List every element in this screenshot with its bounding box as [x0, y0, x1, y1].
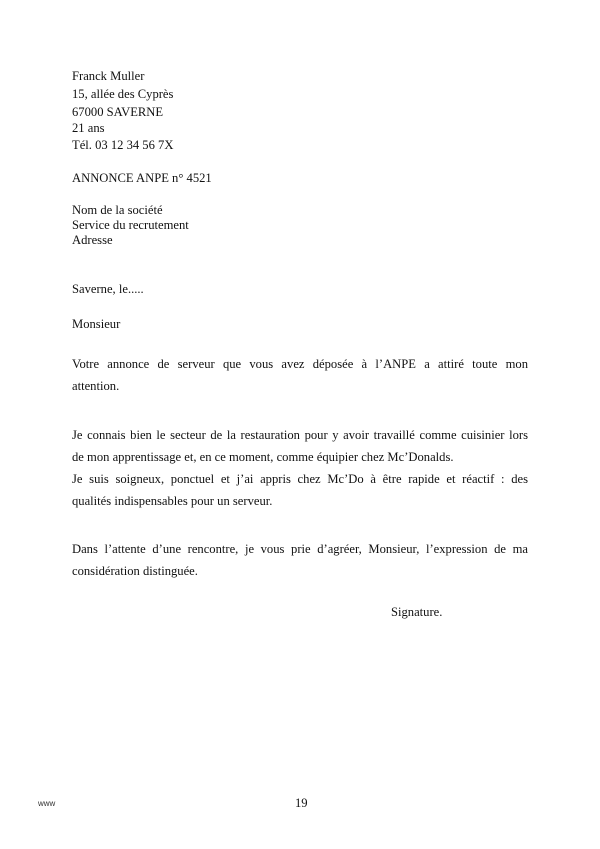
signature-placeholder: Signature.: [391, 605, 443, 619]
footer-mark: www: [38, 799, 56, 808]
paragraph-line: attention.: [72, 379, 120, 393]
paragraph-line: Je suis soigneux, ponctuel et j’ai appris chez Mc’Do à être rapide et réactif : des: [72, 472, 528, 486]
paragraph-3: [72, 538, 528, 582]
job-ad-reference: ANNONCE ANPE n° 4521: [72, 171, 212, 185]
recipient-address: Adresse: [72, 233, 113, 247]
paragraph-line: de mon apprentissage et, en ce moment, comme équipier chez Mc’Donalds.: [72, 450, 454, 464]
paragraph-line: Je connais bien le secteur de la restauration pour y avoir travaillé comme cuisinier lors: [72, 428, 528, 442]
paragraph-line: considération distinguée.: [72, 564, 198, 578]
recipient-department: Service du recrutement: [72, 218, 189, 232]
page-number: 19: [295, 796, 308, 810]
paragraph-line: Votre annonce de serveur que vous avez déposée à l’ANPE a attiré toute mon: [72, 357, 528, 371]
place-date: Saverne, le.....: [72, 282, 144, 296]
sender-phone: Tél. 03 12 34 56 7X: [72, 138, 174, 152]
sender-city: 67000 SAVERNE: [72, 105, 164, 119]
salutation: Monsieur: [72, 317, 121, 331]
paragraph-line: Dans l’attente d’une rencontre, je vous prie d’agréer, Monsieur, l’expression de ma: [72, 542, 528, 556]
sender-name: Franck Muller: [72, 69, 145, 83]
sender-age: 21 ans: [72, 121, 105, 135]
paragraph-2: [72, 424, 528, 512]
paragraph-1: [72, 353, 528, 397]
paragraph-line: qualités indispensables pour un serveur.: [72, 494, 273, 508]
recipient-company: Nom de la société: [72, 203, 163, 217]
sender-street: 15, allée des Cyprès: [72, 87, 174, 101]
